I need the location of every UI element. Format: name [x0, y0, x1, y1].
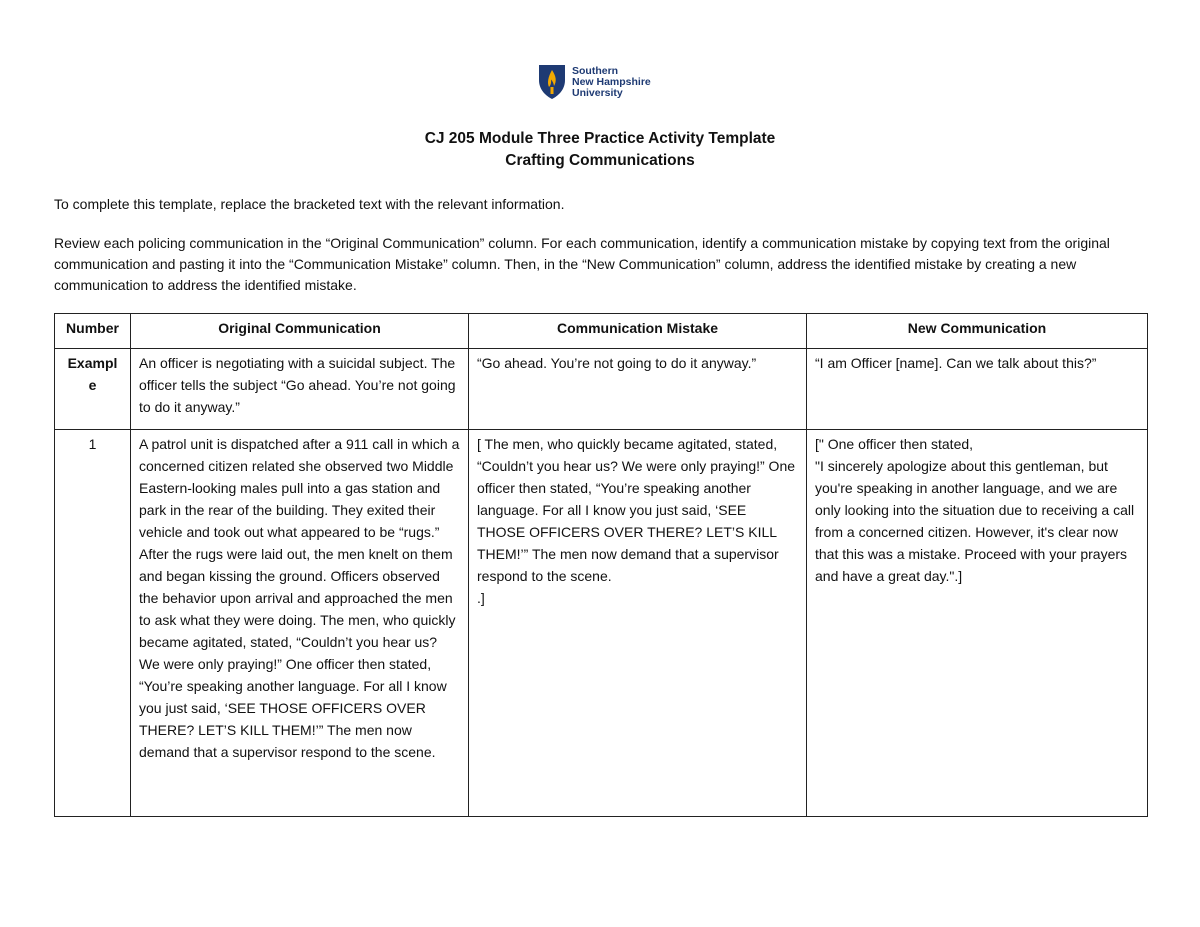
logo-line-1: Southern — [572, 65, 619, 77]
row-number: 1 — [55, 430, 131, 817]
instruction-paragraph-1: To complete this template, replace the bracketed text with the relevant information. — [54, 196, 565, 212]
torch-shield-icon — [538, 64, 566, 100]
header-original-communication: Original Communication — [131, 314, 469, 349]
table-row — [55, 349, 1148, 430]
communication-mistake-cell: “Go ahead. You’re not going to do it anyway.” — [469, 349, 807, 430]
header-new-communication: New Communication — [807, 314, 1148, 349]
university-logo — [538, 64, 651, 100]
row-number: Exampl e — [55, 349, 131, 430]
table-header-row — [55, 314, 1148, 349]
communications-table — [54, 313, 1148, 817]
instruction-paragraph-2: Review each policing communication in the “Original Communication” column. For each communication, identify a communication mistake by copying text from the original communication and pasting it into the “Communication Mistake” column. Then, in the “New Communication” column, address the identified mistake by creating a new communication to address the identified mistake. — [54, 235, 1110, 293]
document-title-block — [0, 128, 1200, 172]
original-communication-cell: A patrol unit is dispatched after a 911 call in which a concerned citizen related she observed two Middle Eastern-looking males pull into a gas station and park in the rear of the building. They exited their vehicle and took out what appeared to be “rugs.” After the rugs were laid out, the men knelt on them and began kissing the ground. Officers observed the behavior upon arrival and approached the men to ask what they were doing. The men, who quickly became agitated, stated, “Couldn’t you hear us? We were only praying!” One officer then stated, “You’re speaking another language. For all I know you just said, ‘SEE THOSE OFFICERS OVER THERE? LET’S KILL THEM!’” The men now demand that a supervisor respond to the scene. — [131, 430, 469, 817]
logo-wordmark — [572, 66, 651, 99]
communication-mistake-cell[interactable]: [ The men, who quickly became agitated, stated, “Couldn’t you hear us? We were only praying!” One officer then stated, “You’re speaking another language. For all I know you just said, ‘SEE THOSE OFFICERS OVER THERE? LET’S KILL THEM!’” The men now demand that a supervisor respond to the scene. .] — [469, 430, 807, 817]
header-communication-mistake: Communication Mistake — [469, 314, 807, 349]
logo-line-2: New Hampshire — [572, 76, 651, 88]
document-title: CJ 205 Module Three Practice Activity Template — [424, 130, 776, 147]
original-communication-cell: An officer is negotiating with a suicidal subject. The officer tells the subject “Go ahead. You’re not going to do it anyway.” — [131, 349, 469, 430]
header-number: Number — [55, 314, 131, 349]
new-communication-cell[interactable]: [" One officer then stated, "I sincerely apologize about this gentleman, but you're speaking in another language, and we are only looking into the situation due to receiving a call from a concerned citizen. However, it's clear now that this was a mistake. Proceed with your prayers and have a great day.".] — [807, 430, 1148, 817]
table-row — [55, 430, 1148, 817]
new-communication-cell: “I am Officer [name]. Can we talk about this?” — [807, 349, 1148, 430]
document-subtitle: Crafting Communications — [505, 152, 695, 169]
logo-line-3: University — [572, 87, 623, 99]
